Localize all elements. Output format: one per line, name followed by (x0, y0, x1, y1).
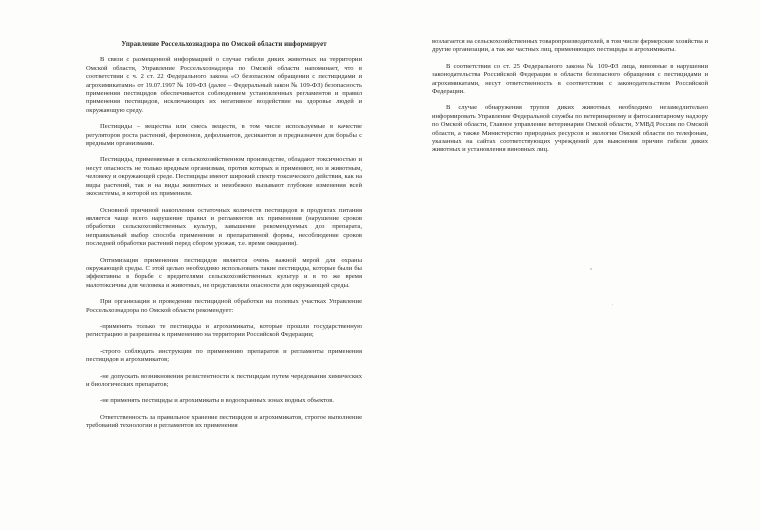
recommendations-intro-paragraph: При организации и проведении пестицидной обработки на полевых участках Управление Россельхознадзора по Омской области рекомендует: (86, 298, 362, 314)
recommendation-item: -строго соблюдать инструкции по применению препаратов и регламенты применения пестицидов и агрохимикатов; (86, 347, 362, 364)
right-column (432, 0, 708, 163)
responsibility-paragraph-start: Ответственность за правильное хранение пестицидов и агрохимикатов, строгое выполнение требований технологии и регламентов их применения (86, 413, 362, 430)
residue-causes-paragraph: Основной причиной накопления остаточных количеств пестицидов в продуктах питания является чаще всего нарушение правил и регламентов их применения (нарушение сроков обработки сельскохозяйственных культур, завышение рекомендуемых доз препарата, неправильный выбор способа применения и препаративной формы, несоблюдение сроков последней обработки растений перед сбором урожая, т.е. время ожидания). (86, 206, 362, 248)
reporting-paragraph: В случае обнаружения трупов диких животных необходимо незамедлительно информировать Управление Федеральной службы по ветеринарному и фитосанитарному надзору по Омской области, Главное управление ветеринарии Омской области, УМВД России по Омской области, а также Министерство природных ресурсов и экологии Омской области по телефонам, указанных на сайтах соответствующих учреждений для выяснения причин гибели диких животных и установления виновных лиц. (432, 104, 708, 154)
left-column (86, 0, 362, 439)
scan-speck (612, 304, 613, 305)
recommendation-item: -не допускать возникновения резистентности к пестицидам путем чередования химических и биологических препаратов; (86, 372, 362, 388)
pesticide-definition-paragraph: Пестициды – вещества или смесь веществ, в том числе используемые в качестве регуляторов роста растений, феромонов, дефолиантов, десикантов и предназначен для борьбы с вредными организмами. (86, 123, 362, 148)
recommendation-item: -не применять пестициды и агрохимикаты в водоохранных зонах водных объектов. (100, 397, 335, 405)
scan-speck (590, 268, 592, 270)
responsibility-paragraph-continued: возлагается на сельскохозяйственных товаропроизводителей, в том числе фермерские хозяйства и другие организации, а так же частных лиц, применяющих пестициды и агрохимикаты. (432, 38, 708, 54)
document-title: Управление Россельхознадзора по Омской области информирует (121, 41, 327, 48)
optimization-paragraph: Оптимизация применения пестицидов является очень важной мерой для охраны окружающей среды. С этой целью необходимо использовать такие пестициды, которые были бы эффективны в борьбе с вредителями сельскохозяйственных культур и в то же время малотоксичны для человека и животных, не представляли опасности для окружающей среды. (86, 256, 362, 289)
intro-paragraph: В связи с размещенной информацией о случае гибели диких животных на территории Омской области, Управление Россельхознадзора по Омской области напоминает, что в соответствии с ч. 2 ст. 22 Федерального закона «О безопасном обращении с пестицидами и агрохимикатами» от 19.07.1997 № 109-ФЗ (далее – Федеральный закон № 109-ФЗ) безопасность применения пестицидов обеспечивается соблюдением установленных регламентов и правил применения пестицидов, исключающих их негативное воздействие на здоровье людей и окружающую среду. (86, 56, 362, 114)
toxicity-paragraph: Пестициды, применяемые в сельскохозяйственном производстве, обладают токсичностью и несут опасность не только вредным организмам, против которых и применяют, но и животным, человеку и окружающей среде. Пестициды имеют широкий спектр токсического действия, как на виды растений, так и на виды животных и неизбежно вызывают глубокие изменения всей экосистемы, в которой их применили. (86, 156, 362, 198)
recommendation-item: -применять только те пестициды и агрохимикаты, которые прошли государственную регистрацию и разрешены к применению на территории Российской Федерации; (86, 322, 362, 339)
liability-paragraph: В соответствии со ст. 25 Федерального закона № 109-ФЗ лица, виновные в нарушении законодательства Российской Федерации в области безопасного обращения с пестицидами и агрохимикатами, несут ответственность в соответствии с законодательством Российской Федерации. (432, 62, 708, 96)
